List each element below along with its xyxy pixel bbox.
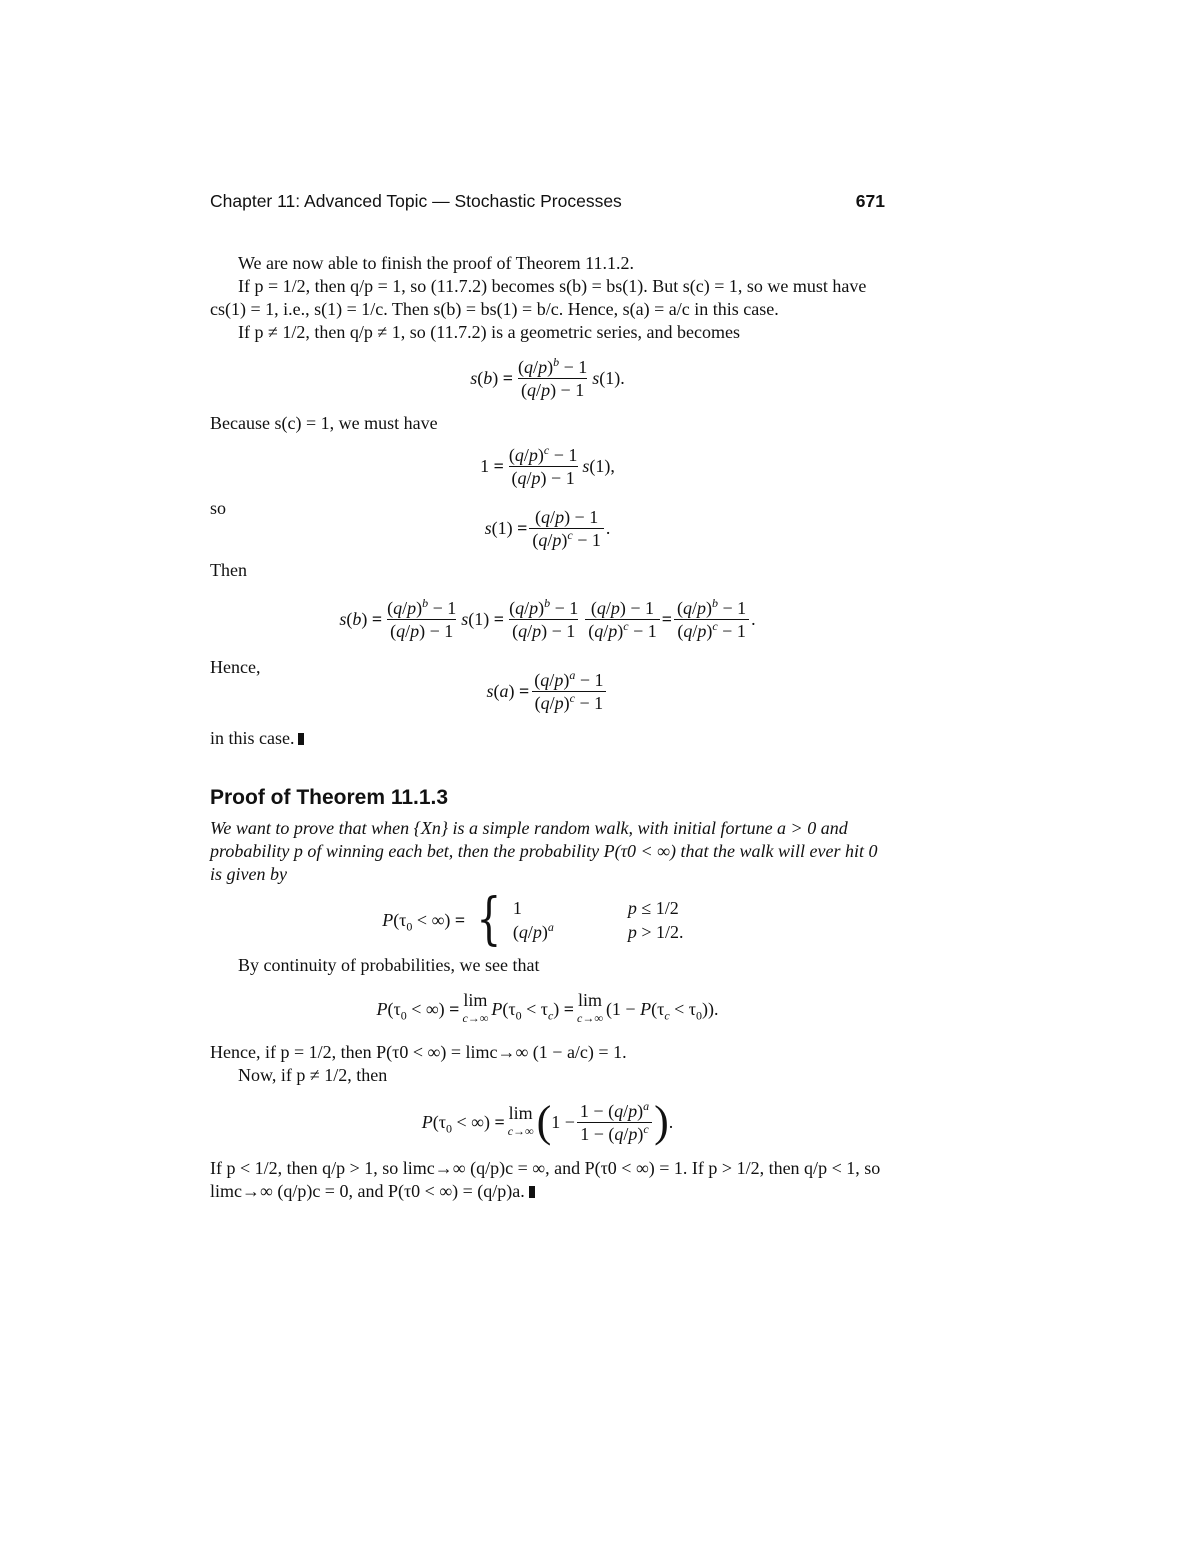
section-title: Proof of Theorem 11.1.3 bbox=[210, 786, 449, 809]
final-text: If p < 1/2, then q/p > 1, so limc→∞ (q/p)c = ∞, and P(τ0 < ∞) = 1. If p > 1/2, then q/p < 1, so limc→∞ (q/p)c = 0, and P(τ0 < ∞) = (q/p)a. bbox=[210, 1158, 881, 1201]
equation-sb: s(b) = $\frac{(q/p)^b - 1}{(q/p) - 1}$ s(1). bbox=[470, 354, 625, 400]
page-number: 671 bbox=[855, 190, 885, 211]
paragraph-case-half: If p = 1/2, then q/p = 1, so (11.7.2) becomes s(b) = bs(1). But s(c) = 1, so we must have cs(1) = 1, i.e., s(1) = 1/c. Then s(b) = bs(1) = b/c. Hence, s(a) = a/c in this case. bbox=[210, 276, 867, 319]
paragraph-continuity: By continuity of probabilities, we see that bbox=[238, 955, 540, 975]
qed-icon bbox=[529, 1186, 535, 1198]
equation-limit-nonhalf: $P(\tau_0$ < ∞) = lim c→∞ ( 1 − $\frac{1 - (q/p)^a}{1 - (q/p)^c}$ ) . bbox=[421, 1097, 674, 1146]
equation-one: 1 = $\frac{(q/p)^c - 1}{(q/p) - 1}$ s(1), bbox=[480, 442, 615, 488]
qed-icon bbox=[298, 733, 304, 745]
running-header bbox=[210, 188, 885, 214]
paragraph-then: Then bbox=[210, 560, 247, 580]
paragraph-because: Because s(c) = 1, we must have bbox=[210, 413, 438, 433]
equation-limit: $P(\tau_0$ < ∞) = lim c→∞ $P(\tau_0 < \tau_c)$ = lim c→∞ $(1 - P(\tau_c < \tau_0))$. bbox=[376, 990, 719, 1025]
paragraph-now: Now, if p ≠ 1/2, then bbox=[238, 1065, 388, 1085]
page-content bbox=[210, 188, 885, 1203]
paragraph-final bbox=[210, 1157, 885, 1203]
running-title: Chapter 11: Advanced Topic — Stochastic Processes bbox=[210, 190, 622, 211]
word-so: so bbox=[210, 498, 227, 518]
paragraph-hence: Hence, bbox=[210, 657, 261, 677]
paragraph-in-this-case bbox=[210, 727, 885, 750]
paragraph-hence-half: Hence, if p = 1/2, then P(τ0 < ∞) = limc→∞ (1 − a/c) = 1. bbox=[210, 1042, 627, 1062]
equation-cases: $P(\tau_0$ < ∞) = { 1 p ≤ 1/2 $(q/p)^a$ p > 1/2. bbox=[382, 887, 684, 952]
equation-sb-full: s(b) = $\frac{(q/p)^b - 1}{(q/p) - 1}$ s(1) = $\frac{(q/p)^b - 1}{(q/p) - 1}$ $\frac{(q/p) - 1}{(q/p)^c - 1}$ = $\frac{(q/p)^b - 1}{(q/p)^c - 1}$ . bbox=[339, 595, 756, 641]
equation-sa: s(a) = $\frac{(q/p)^a - 1}{(q/p)^c - 1}$ bbox=[210, 665, 885, 717]
paragraph-case-nonhalf: If p ≠ 1/2, then q/p ≠ 1, so (11.7.2) is a geometric series, and becomes bbox=[238, 322, 740, 342]
paragraph-intro: We are now able to finish the proof of Theorem 11.1.2. bbox=[238, 253, 634, 273]
equation-s1: so s(1) = $\frac{(q/p) - 1}{(q/p)^c - 1}$ . bbox=[210, 498, 611, 550]
left-brace-icon: { bbox=[476, 887, 502, 952]
theorem-statement: We want to prove that when {Xn} is a simple random walk, with initial fortune a > 0 and probability p of winning each bet, then the probability P(τ0 < ∞) that the walk will ever hit 0 is given by bbox=[210, 818, 878, 884]
in-this-case-text: in this case. bbox=[210, 728, 295, 748]
